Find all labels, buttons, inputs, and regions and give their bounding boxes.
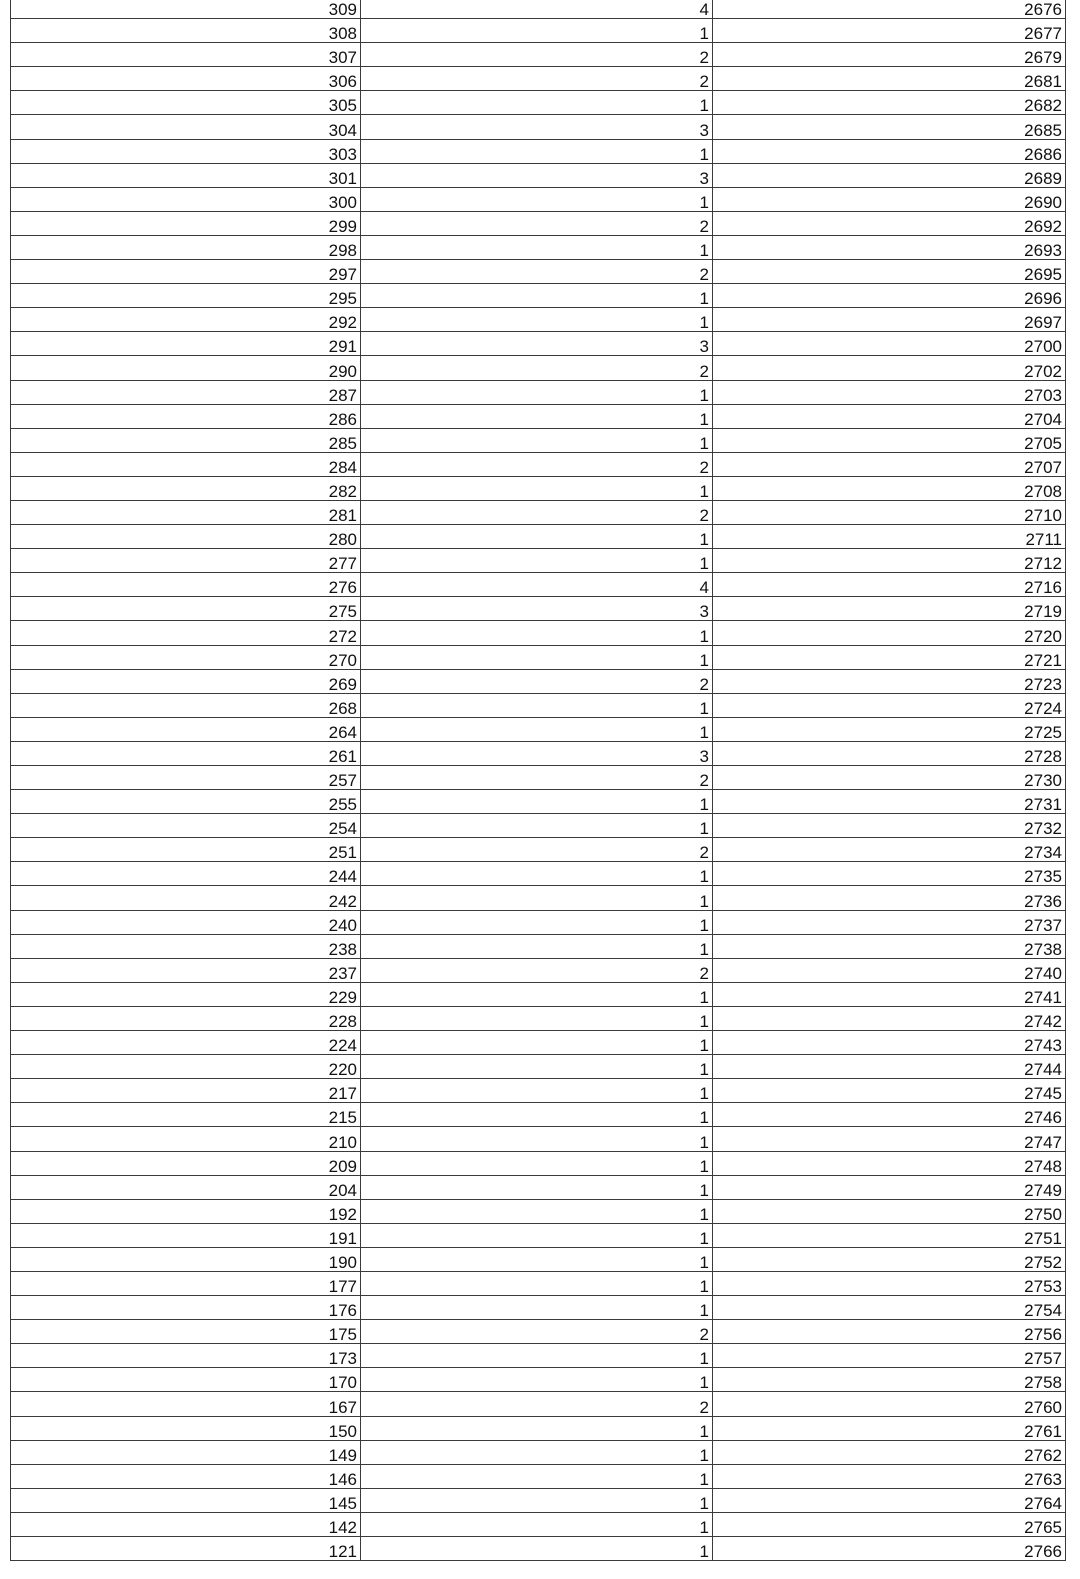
score-cell: 306 xyxy=(11,67,361,91)
cumulative-cell: 2686 xyxy=(713,139,1066,163)
score-cell: 275 xyxy=(11,597,361,621)
score-cell: 303 xyxy=(11,139,361,163)
count-cell: 2 xyxy=(361,260,713,284)
cumulative-cell: 2689 xyxy=(713,163,1066,187)
score-cell: 228 xyxy=(11,1006,361,1030)
cumulative-cell: 2762 xyxy=(713,1440,1066,1464)
count-cell: 2 xyxy=(361,766,713,790)
cumulative-cell: 2708 xyxy=(713,476,1066,500)
score-cell: 204 xyxy=(11,1175,361,1199)
cumulative-cell: 2743 xyxy=(713,1031,1066,1055)
table-row xyxy=(11,1006,1066,1030)
cumulative-cell: 2692 xyxy=(713,211,1066,235)
score-cell: 192 xyxy=(11,1199,361,1223)
table-row xyxy=(11,91,1066,115)
cumulative-cell: 2725 xyxy=(713,717,1066,741)
table-row xyxy=(11,1199,1066,1223)
score-cell: 146 xyxy=(11,1464,361,1488)
count-cell: 2 xyxy=(361,500,713,524)
table-row xyxy=(11,741,1066,765)
score-cell: 242 xyxy=(11,886,361,910)
count-cell: 1 xyxy=(361,910,713,934)
cumulative-cell: 2711 xyxy=(713,525,1066,549)
cumulative-cell: 2700 xyxy=(713,332,1066,356)
count-cell: 1 xyxy=(361,1055,713,1079)
count-cell: 2 xyxy=(361,1392,713,1416)
table-row xyxy=(11,115,1066,139)
count-cell: 1 xyxy=(361,308,713,332)
table-row xyxy=(11,1368,1066,1392)
count-cell: 1 xyxy=(361,1223,713,1247)
count-cell: 1 xyxy=(361,428,713,452)
count-cell: 1 xyxy=(361,1127,713,1151)
count-cell: 1 xyxy=(361,525,713,549)
cumulative-cell: 2696 xyxy=(713,284,1066,308)
cumulative-cell: 2704 xyxy=(713,404,1066,428)
count-cell: 2 xyxy=(361,838,713,862)
table-row xyxy=(11,934,1066,958)
score-cell: 287 xyxy=(11,380,361,404)
cumulative-cell: 2740 xyxy=(713,958,1066,982)
cumulative-cell: 2721 xyxy=(713,645,1066,669)
score-cell: 121 xyxy=(11,1537,361,1561)
cumulative-cell: 2720 xyxy=(713,621,1066,645)
score-cell: 240 xyxy=(11,910,361,934)
count-cell: 1 xyxy=(361,1440,713,1464)
score-cell: 190 xyxy=(11,1247,361,1271)
count-cell: 1 xyxy=(361,1151,713,1175)
count-cell: 1 xyxy=(361,1464,713,1488)
cumulative-cell: 2752 xyxy=(713,1247,1066,1271)
count-cell: 1 xyxy=(361,476,713,500)
cumulative-cell: 2761 xyxy=(713,1416,1066,1440)
score-cell: 276 xyxy=(11,573,361,597)
cumulative-cell: 2690 xyxy=(713,187,1066,211)
score-cell: 299 xyxy=(11,211,361,235)
count-cell: 1 xyxy=(361,235,713,259)
count-cell: 2 xyxy=(361,67,713,91)
count-cell: 1 xyxy=(361,645,713,669)
count-cell: 1 xyxy=(361,621,713,645)
count-cell: 3 xyxy=(361,115,713,139)
score-cell: 261 xyxy=(11,741,361,765)
table-row xyxy=(11,1055,1066,1079)
score-cell: 307 xyxy=(11,43,361,67)
table-row xyxy=(11,428,1066,452)
table-row xyxy=(11,766,1066,790)
cumulative-cell: 2763 xyxy=(713,1464,1066,1488)
table-row xyxy=(11,404,1066,428)
count-cell: 2 xyxy=(361,43,713,67)
score-cell: 286 xyxy=(11,404,361,428)
table-row xyxy=(11,452,1066,476)
table-row xyxy=(11,669,1066,693)
count-cell: 2 xyxy=(361,211,713,235)
table-row xyxy=(11,573,1066,597)
score-cell: 142 xyxy=(11,1512,361,1536)
count-cell: 4 xyxy=(361,573,713,597)
cumulative-cell: 2753 xyxy=(713,1271,1066,1295)
score-cell: 285 xyxy=(11,428,361,452)
table-row xyxy=(11,1440,1066,1464)
table-row xyxy=(11,260,1066,284)
score-cell: 217 xyxy=(11,1079,361,1103)
score-cell: 215 xyxy=(11,1103,361,1127)
score-cell: 209 xyxy=(11,1151,361,1175)
cumulative-cell: 2676 xyxy=(713,0,1066,19)
cumulative-cell: 2741 xyxy=(713,982,1066,1006)
table-row xyxy=(11,982,1066,1006)
cumulative-cell: 2751 xyxy=(713,1223,1066,1247)
table-row xyxy=(11,1296,1066,1320)
table-row xyxy=(11,139,1066,163)
count-cell: 1 xyxy=(361,284,713,308)
table-row xyxy=(11,1464,1066,1488)
score-cell: 175 xyxy=(11,1320,361,1344)
score-cell: 304 xyxy=(11,115,361,139)
cumulative-cell: 2757 xyxy=(713,1344,1066,1368)
cumulative-cell: 2702 xyxy=(713,356,1066,380)
table-row xyxy=(11,500,1066,524)
count-cell: 3 xyxy=(361,332,713,356)
score-cell: 301 xyxy=(11,163,361,187)
score-cell: 282 xyxy=(11,476,361,500)
score-cell: 269 xyxy=(11,669,361,693)
count-cell: 1 xyxy=(361,814,713,838)
cumulative-cell: 2712 xyxy=(713,549,1066,573)
count-cell: 1 xyxy=(361,1199,713,1223)
score-cell: 229 xyxy=(11,982,361,1006)
table-row xyxy=(11,1537,1066,1561)
cumulative-cell: 2732 xyxy=(713,814,1066,838)
count-cell: 1 xyxy=(361,549,713,573)
cumulative-cell: 2679 xyxy=(713,43,1066,67)
count-cell: 1 xyxy=(361,404,713,428)
score-cell: 254 xyxy=(11,814,361,838)
count-cell: 2 xyxy=(361,958,713,982)
cumulative-cell: 2764 xyxy=(713,1488,1066,1512)
score-cell: 291 xyxy=(11,332,361,356)
cumulative-cell: 2705 xyxy=(713,428,1066,452)
count-cell: 3 xyxy=(361,741,713,765)
score-cell: 224 xyxy=(11,1031,361,1055)
score-cell: 277 xyxy=(11,549,361,573)
cumulative-cell: 2697 xyxy=(713,308,1066,332)
cumulative-cell: 2703 xyxy=(713,380,1066,404)
cumulative-cell: 2685 xyxy=(713,115,1066,139)
table-row xyxy=(11,1344,1066,1368)
table-row xyxy=(11,43,1066,67)
cumulative-cell: 2693 xyxy=(713,235,1066,259)
table-row xyxy=(11,67,1066,91)
count-cell: 3 xyxy=(361,163,713,187)
score-cell: 149 xyxy=(11,1440,361,1464)
count-cell: 2 xyxy=(361,1320,713,1344)
table-row xyxy=(11,235,1066,259)
table-row xyxy=(11,1512,1066,1536)
table-row xyxy=(11,1151,1066,1175)
cumulative-cell: 2728 xyxy=(713,741,1066,765)
count-cell: 1 xyxy=(361,717,713,741)
count-cell: 1 xyxy=(361,1247,713,1271)
score-cell: 238 xyxy=(11,934,361,958)
cumulative-cell: 2677 xyxy=(713,19,1066,43)
score-cell: 308 xyxy=(11,19,361,43)
count-cell: 1 xyxy=(361,693,713,717)
cumulative-cell: 2682 xyxy=(713,91,1066,115)
cumulative-cell: 2738 xyxy=(713,934,1066,958)
table-row xyxy=(11,1079,1066,1103)
cumulative-cell: 2707 xyxy=(713,452,1066,476)
table-row xyxy=(11,1031,1066,1055)
table-row xyxy=(11,597,1066,621)
table-row xyxy=(11,0,1066,19)
table-row xyxy=(11,356,1066,380)
cumulative-cell: 2695 xyxy=(713,260,1066,284)
table-row xyxy=(11,1271,1066,1295)
score-cell: 292 xyxy=(11,308,361,332)
table-row xyxy=(11,814,1066,838)
cumulative-cell: 2731 xyxy=(713,790,1066,814)
count-cell: 4 xyxy=(361,0,713,19)
count-cell: 1 xyxy=(361,1175,713,1199)
table-row xyxy=(11,1320,1066,1344)
score-cell: 150 xyxy=(11,1416,361,1440)
count-cell: 1 xyxy=(361,1079,713,1103)
count-cell: 1 xyxy=(361,790,713,814)
count-cell: 1 xyxy=(361,1006,713,1030)
score-cell: 220 xyxy=(11,1055,361,1079)
score-cell: 170 xyxy=(11,1368,361,1392)
table-row xyxy=(11,1223,1066,1247)
score-cell: 295 xyxy=(11,284,361,308)
score-cell: 281 xyxy=(11,500,361,524)
table-row xyxy=(11,284,1066,308)
count-cell: 1 xyxy=(361,91,713,115)
table-row xyxy=(11,380,1066,404)
count-cell: 1 xyxy=(361,1031,713,1055)
count-cell: 1 xyxy=(361,1368,713,1392)
cumulative-cell: 2735 xyxy=(713,862,1066,886)
table-row xyxy=(11,1392,1066,1416)
table-row xyxy=(11,1103,1066,1127)
cumulative-cell: 2716 xyxy=(713,573,1066,597)
score-cell: 145 xyxy=(11,1488,361,1512)
count-cell: 1 xyxy=(361,139,713,163)
score-cell: 177 xyxy=(11,1271,361,1295)
score-cell: 191 xyxy=(11,1223,361,1247)
table-row xyxy=(11,525,1066,549)
cumulative-cell: 2736 xyxy=(713,886,1066,910)
count-cell: 2 xyxy=(361,669,713,693)
table-row xyxy=(11,717,1066,741)
cumulative-cell: 2758 xyxy=(713,1368,1066,1392)
table-body xyxy=(11,0,1066,1561)
table-row xyxy=(11,549,1066,573)
table-row xyxy=(11,862,1066,886)
score-cell: 255 xyxy=(11,790,361,814)
table-row xyxy=(11,621,1066,645)
cumulative-cell: 2710 xyxy=(713,500,1066,524)
count-cell: 1 xyxy=(361,380,713,404)
cumulative-cell: 2756 xyxy=(713,1320,1066,1344)
cumulative-cell: 2750 xyxy=(713,1199,1066,1223)
cumulative-cell: 2760 xyxy=(713,1392,1066,1416)
score-cell: 290 xyxy=(11,356,361,380)
count-cell: 1 xyxy=(361,1512,713,1536)
score-cell: 298 xyxy=(11,235,361,259)
score-cell: 305 xyxy=(11,91,361,115)
score-distribution-table xyxy=(10,0,1066,1561)
count-cell: 1 xyxy=(361,1271,713,1295)
table-row xyxy=(11,886,1066,910)
cumulative-cell: 2742 xyxy=(713,1006,1066,1030)
table-row xyxy=(11,308,1066,332)
score-cell: 210 xyxy=(11,1127,361,1151)
cumulative-cell: 2744 xyxy=(713,1055,1066,1079)
count-cell: 1 xyxy=(361,934,713,958)
count-cell: 1 xyxy=(361,19,713,43)
score-cell: 244 xyxy=(11,862,361,886)
score-cell: 167 xyxy=(11,1392,361,1416)
count-cell: 1 xyxy=(361,1103,713,1127)
table-row xyxy=(11,1488,1066,1512)
cumulative-cell: 2681 xyxy=(713,67,1066,91)
count-cell: 1 xyxy=(361,1488,713,1512)
table-row xyxy=(11,332,1066,356)
score-cell: 268 xyxy=(11,693,361,717)
table-row xyxy=(11,211,1066,235)
score-cell: 270 xyxy=(11,645,361,669)
table-row xyxy=(11,19,1066,43)
score-cell: 284 xyxy=(11,452,361,476)
score-cell: 264 xyxy=(11,717,361,741)
count-cell: 2 xyxy=(361,356,713,380)
count-cell: 1 xyxy=(361,1296,713,1320)
table-row xyxy=(11,163,1066,187)
score-cell: 173 xyxy=(11,1344,361,1368)
table-row xyxy=(11,838,1066,862)
count-cell: 1 xyxy=(361,886,713,910)
cumulative-cell: 2730 xyxy=(713,766,1066,790)
table-row xyxy=(11,1416,1066,1440)
table-row xyxy=(11,1247,1066,1271)
count-cell: 1 xyxy=(361,1416,713,1440)
table-row xyxy=(11,1127,1066,1151)
count-cell: 1 xyxy=(361,1537,713,1561)
table-row xyxy=(11,958,1066,982)
count-cell: 2 xyxy=(361,452,713,476)
count-cell: 1 xyxy=(361,187,713,211)
cumulative-cell: 2748 xyxy=(713,1151,1066,1175)
table-row xyxy=(11,693,1066,717)
count-cell: 1 xyxy=(361,1344,713,1368)
score-cell: 176 xyxy=(11,1296,361,1320)
cumulative-cell: 2746 xyxy=(713,1103,1066,1127)
cumulative-cell: 2765 xyxy=(713,1512,1066,1536)
score-cell: 251 xyxy=(11,838,361,862)
cumulative-cell: 2754 xyxy=(713,1296,1066,1320)
table-row xyxy=(11,645,1066,669)
table-row xyxy=(11,910,1066,934)
count-cell: 1 xyxy=(361,862,713,886)
score-cell: 272 xyxy=(11,621,361,645)
cumulative-cell: 2745 xyxy=(713,1079,1066,1103)
cumulative-cell: 2749 xyxy=(713,1175,1066,1199)
cumulative-cell: 2724 xyxy=(713,693,1066,717)
cumulative-cell: 2723 xyxy=(713,669,1066,693)
score-cell: 297 xyxy=(11,260,361,284)
cumulative-cell: 2734 xyxy=(713,838,1066,862)
count-cell: 3 xyxy=(361,597,713,621)
score-cell: 237 xyxy=(11,958,361,982)
count-cell: 1 xyxy=(361,982,713,1006)
table-row xyxy=(11,476,1066,500)
table-row xyxy=(11,790,1066,814)
score-cell: 309 xyxy=(11,0,361,19)
cumulative-cell: 2766 xyxy=(713,1537,1066,1561)
table-row xyxy=(11,1175,1066,1199)
cumulative-cell: 2719 xyxy=(713,597,1066,621)
score-cell: 280 xyxy=(11,525,361,549)
score-cell: 300 xyxy=(11,187,361,211)
cumulative-cell: 2737 xyxy=(713,910,1066,934)
score-cell: 257 xyxy=(11,766,361,790)
cumulative-cell: 2747 xyxy=(713,1127,1066,1151)
table-row xyxy=(11,187,1066,211)
